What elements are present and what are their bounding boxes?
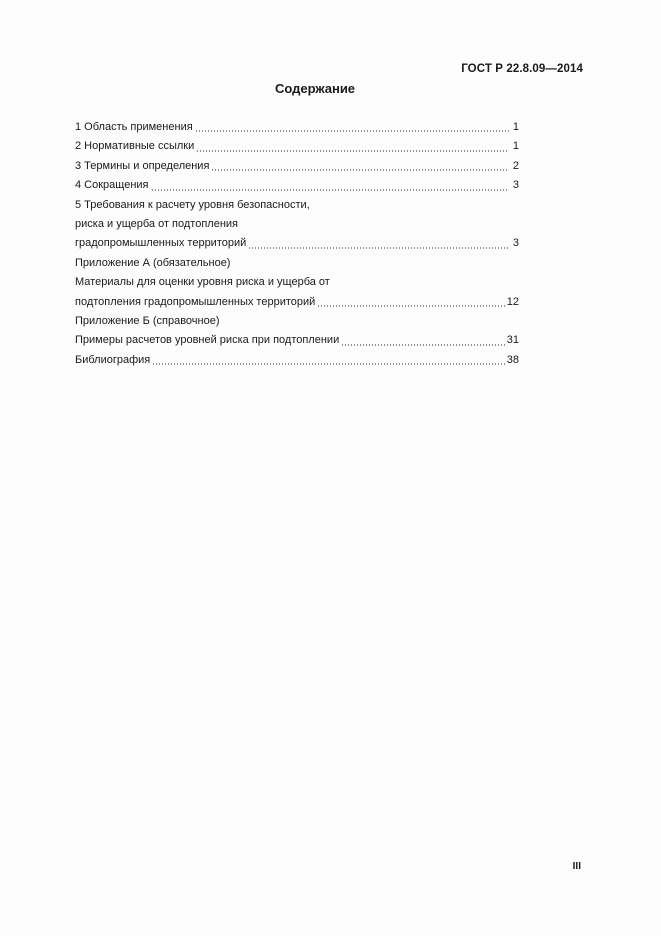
toc-entry[interactable] [75,234,519,253]
dot-leader [196,142,509,152]
toc-entry-label: градопромышленных территорий [75,237,247,250]
dot-leader [211,161,509,171]
toc-page-number: 3 [512,179,519,192]
toc-entry-continuation[interactable] [75,254,519,273]
dot-leader [317,297,504,307]
toc-entry-label: 2 Нормативные ссылки [75,140,195,153]
toc-entry-continuation[interactable] [75,273,519,292]
toc-entry[interactable] [75,351,519,370]
toc-entry-label: Приложение Б (справочное) [75,314,220,327]
toc-entry-continuation[interactable] [75,196,519,215]
toc-page-number: 1 [512,121,519,133]
toc-page-number: 38 [506,353,519,366]
dot-leader [151,181,509,191]
toc-page-number: 31 [506,334,519,347]
table-of-contents [75,118,519,370]
toc-entry-continuation[interactable] [75,312,519,331]
toc-page-number: 2 [512,159,519,172]
toc-entry-label: 5 Требования к расчету уровня безопасности, [75,198,310,211]
toc-entry[interactable] [75,293,519,312]
toc-title: Содержание [274,81,356,96]
document-code: ГОСТ Р 22.8.09—2014 [461,63,583,75]
toc-entry-label: 1 Область применения [75,121,193,133]
toc-entry[interactable] [75,176,519,195]
toc-entry-label: риска и ущерба от подтопления [75,217,238,230]
dot-leader [152,355,505,365]
page-number: III [572,861,581,872]
toc-entry-label: подтопления градопромышленных территорий [75,295,316,308]
toc-entry-label: Примеры расчетов уровней риска при подтоплении [75,334,340,347]
toc-page-number: 12 [506,295,519,308]
dot-leader [341,336,505,346]
toc-entry-label: Библиография [75,353,151,366]
toc-entry[interactable] [75,118,519,137]
toc-entry-continuation[interactable] [75,215,519,234]
toc-entry-label: 3 Термины и определения [75,159,210,172]
toc-page-number: 3 [512,237,519,250]
toc-page-number: 1 [512,140,519,153]
dot-leader [195,122,509,132]
dot-leader [248,239,509,249]
toc-entry[interactable] [75,157,519,176]
toc-entry-label: 4 Сокращения [75,179,149,192]
toc-entry-label: Материалы для оценки уровня риска и ущерба от [75,276,330,289]
toc-entry-label: Приложение А (обязательное) [75,256,231,269]
toc-entry[interactable] [75,331,519,350]
toc-entry[interactable] [75,137,519,156]
